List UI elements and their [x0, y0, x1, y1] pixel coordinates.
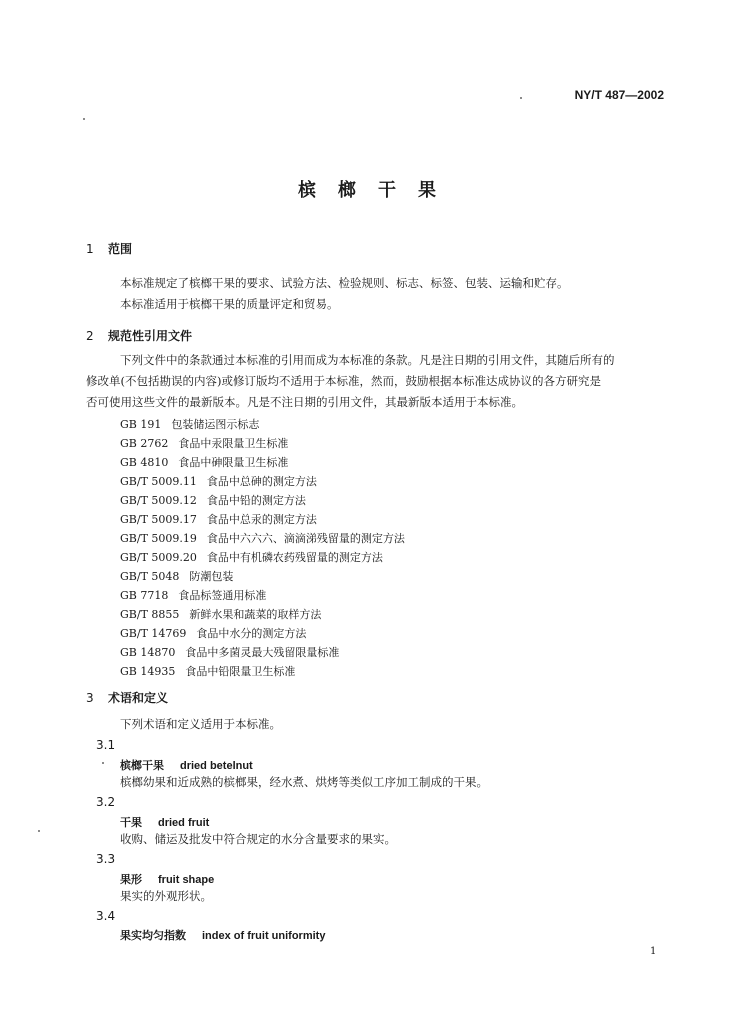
term-definition: 果实的外观形状。 — [120, 889, 212, 903]
reference-item: GB/T 5009.17 食品中总汞的测定方法 — [120, 513, 317, 526]
term-heading: 果形 fruit shape — [120, 873, 215, 886]
term-heading: 干果 dried fruit — [120, 816, 210, 829]
term-definition: 收购、储运及批发中符合规定的水分含量要求的果实。 — [120, 832, 396, 846]
page-number: 1 — [650, 946, 657, 957]
scan-speck — [38, 830, 40, 832]
scan-speck — [520, 97, 522, 99]
reference-item: GB/T 8855 新鲜水果和蔬菜的取样方法 — [120, 608, 322, 621]
reference-item: GB/T 5048 防潮包装 — [120, 570, 234, 583]
paragraph: 下列术语和定义适用于本标准。 — [120, 717, 281, 731]
document-title: 槟榔干果 — [298, 180, 458, 201]
section-heading-scope — [86, 240, 132, 257]
paragraph: 修改单(不包括勘误的内容)或修订版均不适用于本标准，然而，鼓励根据本标准达成协议的各方研究是 — [86, 374, 601, 388]
section-title: 规范性引用文件 — [108, 329, 193, 343]
reference-item: GB 14935 食品中铅限量卫生标准 — [120, 665, 296, 678]
section-heading-terms — [86, 689, 168, 706]
reference-item: GB/T 14769 食品中水分的测定方法 — [120, 627, 307, 640]
paragraph: 下列文件中的条款通过本标准的引用而成为本标准的条款。凡是注日期的引用文件，其随后所有的 — [120, 353, 615, 367]
term-heading: 槟榔干果 dried betelnut — [120, 759, 253, 772]
paragraph: 否可使用这些文件的最新版本。凡是不注日期的引用文件，其最新版本适用于本标准。 — [86, 395, 523, 409]
paragraph: 本标准适用于槟榔干果的质量评定和贸易。 — [120, 297, 339, 311]
section-heading-normative — [86, 327, 192, 344]
scan-speck — [83, 118, 85, 120]
term-definition: 槟榔幼果和近成熟的槟榔果，经水煮、烘烤等类似工序加工制成的干果。 — [120, 775, 488, 789]
term-number: 3.1 — [96, 738, 116, 752]
reference-item: GB 7718 食品标签通用标准 — [120, 589, 267, 602]
section-title: 术语和定义 — [108, 691, 169, 705]
reference-item: GB/T 5009.11 食品中总砷的测定方法 — [120, 475, 317, 488]
scan-speck — [102, 762, 104, 764]
section-number: 1 — [86, 242, 94, 256]
reference-item: GB 191 包装储运图示标志 — [120, 418, 260, 431]
standard-code: NY/T 487—2002 — [574, 88, 664, 102]
reference-item: GB/T 5009.19 食品中六六六、滴滴涕残留量的测定方法 — [120, 532, 405, 545]
section-number: 3 — [86, 691, 94, 705]
reference-item: GB 2762 食品中汞限量卫生标准 — [120, 437, 289, 450]
term-number: 3.3 — [96, 852, 116, 866]
term-heading: 果实均匀指数 index of fruit uniformity — [120, 929, 326, 942]
term-number: 3.4 — [96, 909, 116, 923]
reference-item: GB 4810 食品中砷限量卫生标准 — [120, 456, 289, 469]
section-number: 2 — [86, 329, 94, 343]
paragraph: 本标准规定了槟榔干果的要求、试验方法、检验规则、标志、标签、包装、运输和贮存。 — [120, 276, 569, 290]
term-number: 3.2 — [96, 795, 116, 809]
reference-item: GB/T 5009.20 食品中有机磷农药残留量的测定方法 — [120, 551, 383, 564]
reference-item: GB 14870 食品中多菌灵最大残留限量标准 — [120, 646, 340, 659]
reference-item: GB/T 5009.12 食品中铅的测定方法 — [120, 494, 306, 507]
section-title: 范围 — [108, 242, 133, 256]
